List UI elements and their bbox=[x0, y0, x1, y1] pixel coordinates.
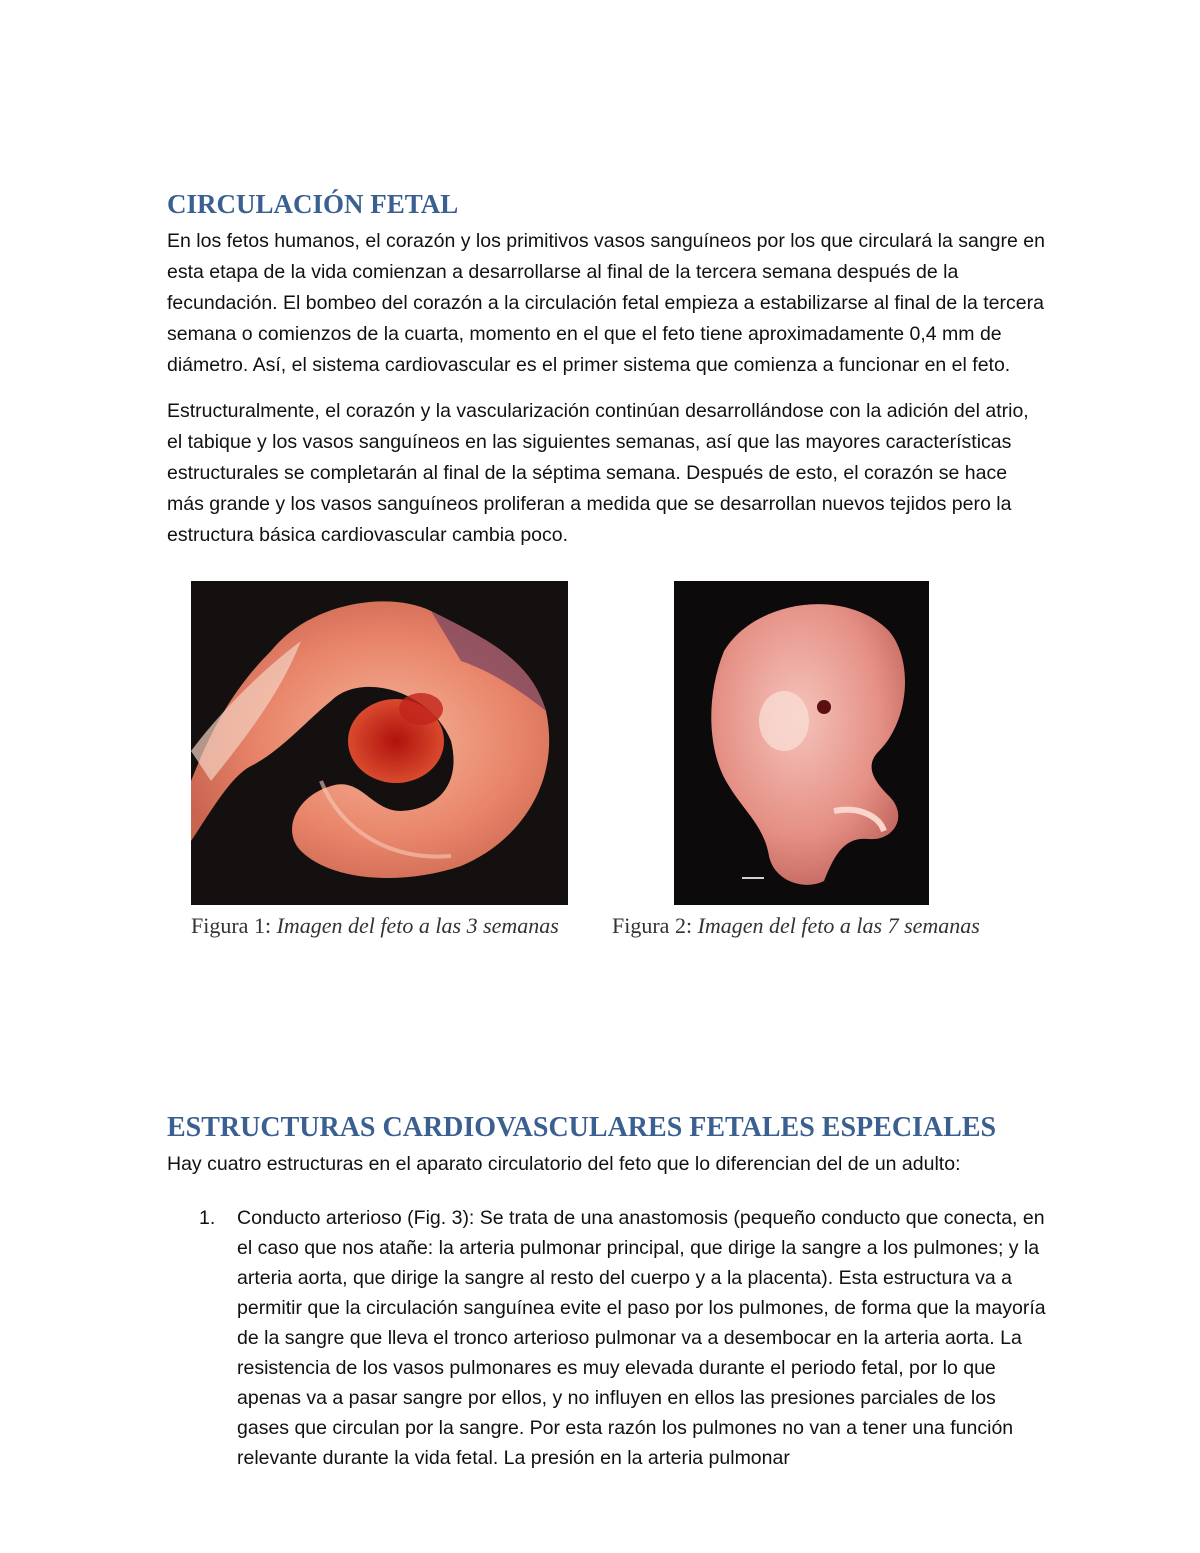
list-item bbox=[167, 1203, 1047, 1473]
list-item-text: Conducto arterioso (Fig. 3): Se trata de una anastomosis (pequeño conducto que conecta, en el caso que nos atañe: la arteria pulmonar principal, que dirige la sangre a los pulmones; y la arteria aorta, que dirige la sangre al resto del cuerpo y a la placenta). Esta estructura va a permitir que la circulación sanguínea evite el paso por los pulmones, de forma que la mayoría de la sangre que lleva el tronco arterioso pulmonar va a desembocar en la arteria aorta. La resistencia de los vasos pulmonares es muy elevada durante el periodo fetal, por lo que apenas va a pasar sangre por ellos, y no influyen en ellos las presiones parciales de los gases que circulan por la sangre. Por esta razón los pulmones no van a tener una función relevante durante la vida fetal. La presión en la arteria pulmonar bbox=[237, 1207, 1046, 1469]
fetus-7-weeks-image bbox=[674, 581, 929, 905]
figures-row bbox=[167, 581, 1047, 1051]
structures-list bbox=[167, 1203, 1047, 1473]
list-item-number: 1. bbox=[199, 1207, 216, 1229]
section-title-estructuras: ESTRUCTURAS CARDIOVASCULARES FETALES ESPECIALES bbox=[167, 1112, 997, 1143]
figure-2-description: Imagen del feto a las 7 semanas bbox=[697, 913, 980, 938]
paragraph-structures-intro: Hay cuatro estructuras en el aparato circulatorio del feto que lo diferencian del de un adulto: bbox=[167, 1153, 961, 1175]
figure-1 bbox=[191, 581, 568, 938]
figure-1-label: Figura 1: bbox=[191, 913, 272, 938]
figure-1-caption bbox=[191, 913, 559, 939]
fetus-3-weeks-image bbox=[191, 581, 568, 905]
figure-1-description: Imagen del feto a las 3 semanas bbox=[276, 913, 559, 938]
section-title-circulacion-fetal: CIRCULACIÓN FETAL bbox=[167, 189, 459, 219]
paragraph-intro: En los fetos humanos, el corazón y los primitivos vasos sanguíneos por los que circulará la sangre en esta etapa de la vida comienzan a desarrollarse al final de la tercera semana después de la fecundación. El bombeo del corazón a la circulación fetal empieza a estabilizarse al final de la tercera semana o comienzos de la cuarta, momento en el que el feto tiene aproximadamente 0,4 mm de diámetro. Así, el sistema cardiovascular es el primer sistema que comienza a funcionar en el feto. bbox=[167, 230, 1045, 376]
paragraph-structural: Estructuralmente, el corazón y la vascularización continúan desarrollándose con la adición del atrio, el tabique y los vasos sanguíneos en las siguientes semanas, así que las mayores características estructurales se completarán al final de la séptima semana. Después de esto, el corazón se hace más grande y los vasos sanguíneos proliferan a medida que se desarrollan nuevos tejidos pero la estructura básica cardiovascular cambia poco. bbox=[167, 400, 1029, 546]
figure-2 bbox=[612, 581, 980, 938]
figure-2-caption bbox=[612, 913, 980, 939]
figure-2-label: Figura 2: bbox=[612, 913, 693, 938]
document-content bbox=[167, 187, 1047, 1473]
